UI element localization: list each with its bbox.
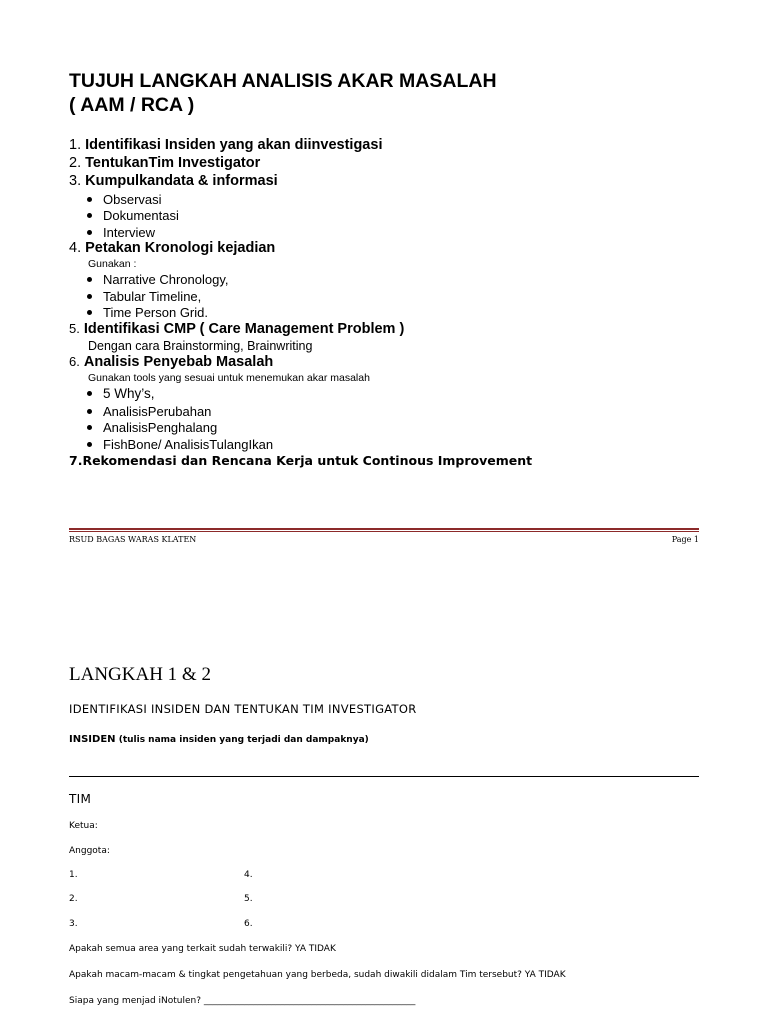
insiden-label-text: INSIDEN (69, 734, 116, 745)
step-6-note: Gunakan tools yang sesuai untuk menemukan akar masalah (88, 372, 370, 384)
step-4-item: Tabular Timeline, (87, 289, 201, 304)
document-subtitle: ( AAM / RCA ) (69, 94, 195, 116)
document-title: TUJUH LANGKAH ANALISIS AKAR MASALAH (69, 70, 497, 92)
ketua-label: Ketua: (69, 821, 98, 831)
step-6-item: AnalisisPerubahan (87, 404, 211, 419)
step-2-number: 2. (69, 155, 82, 171)
insiden-input-line[interactable] (69, 776, 699, 777)
question-area-represented: Apakah semua area yang terkait sudah terwakili? YA TIDAK (69, 944, 336, 954)
member-number: 5. (244, 894, 253, 904)
step-5-text: Identifikasi CMP ( Care Management Problem ) (83, 321, 405, 337)
question-knowledge-represented: Apakah macam-macam & tingkat pengetahuan yang berbeda, sudah diwakili didalam Tim tersebut? YA TIDAK (69, 970, 566, 980)
step-1-number: 1. (69, 137, 82, 153)
anggota-label: Anggota: (69, 846, 110, 856)
step-4-note: Gunakan : (88, 258, 137, 270)
step-4-number: 4. (69, 240, 82, 256)
insiden-label (69, 734, 369, 745)
footer-page-number: Page 1 (671, 535, 699, 544)
step-4-item: Time Person Grid. (87, 305, 208, 320)
step-1-text: Identifikasi Insiden yang akan diinvestigasi (85, 137, 383, 153)
section-subheading: IDENTIFIKASI INSIDEN DAN TENTUKAN TIM INVESTIGATOR (69, 702, 417, 716)
step-3-text: Kumpulkandata & informasi (85, 173, 278, 189)
bullet-icon (87, 294, 92, 299)
step-6-item: FishBone/ AnalisisTulangIkan (87, 437, 273, 452)
step-1 (69, 137, 382, 153)
bullet-icon (87, 409, 92, 414)
step-5-number: 5. (69, 321, 80, 336)
step-6 (69, 354, 273, 370)
step-3-item: Dokumentasi (87, 208, 179, 223)
section-heading: LANGKAH 1 & 2 (69, 664, 211, 685)
step-4-text: Petakan Kronologi kejadian (85, 240, 276, 256)
step-6-number: 6. (69, 354, 80, 369)
step-2 (69, 155, 260, 171)
step-4 (69, 240, 275, 256)
step-5 (69, 321, 404, 337)
bullet-icon (87, 213, 92, 218)
step-6-item: AnalisisPenghalang (87, 420, 217, 435)
step-7: 7.Rekomendasi dan Rencana Kerja untuk Continous Improvement (69, 453, 533, 468)
step-4-item: Narrative Chronology, (87, 272, 228, 287)
bullet-icon (87, 310, 92, 315)
footer-divider (69, 528, 699, 530)
member-number: 1. (69, 870, 78, 880)
bullet-icon (87, 230, 92, 235)
member-number: 3. (69, 919, 78, 929)
step-3 (69, 173, 278, 189)
bullet-icon (87, 442, 92, 447)
step-6-text: Analisis Penyebab Masalah (83, 354, 274, 370)
step-6-item: 5 Why’s, (87, 386, 155, 401)
step-3-number: 3. (69, 173, 82, 189)
bullet-icon (87, 277, 92, 282)
bullet-icon (87, 197, 92, 202)
step-3-item: Observasi (87, 192, 162, 207)
member-number: 6. (244, 919, 253, 929)
member-number: 4. (244, 870, 253, 880)
insiden-hint: (tulis nama insiden yang terjadi dan dampaknya) (118, 735, 369, 745)
bullet-icon (87, 391, 92, 396)
step-2-text: TentukanTim Investigator (85, 155, 261, 171)
footer-divider-thin (69, 531, 699, 532)
member-number: 2. (69, 894, 78, 904)
tim-label: TIM (69, 792, 92, 806)
footer-hospital-name: RSUD BAGAS WARAS KLATEN (69, 535, 197, 544)
step-5-note: Dengan cara Brainstorming, Brainwriting (88, 339, 313, 353)
step-3-item: Interview (87, 225, 155, 240)
question-notulen: Siapa yang menjad iNotulen? _______________________________________________ (69, 996, 416, 1006)
bullet-icon (87, 425, 92, 430)
